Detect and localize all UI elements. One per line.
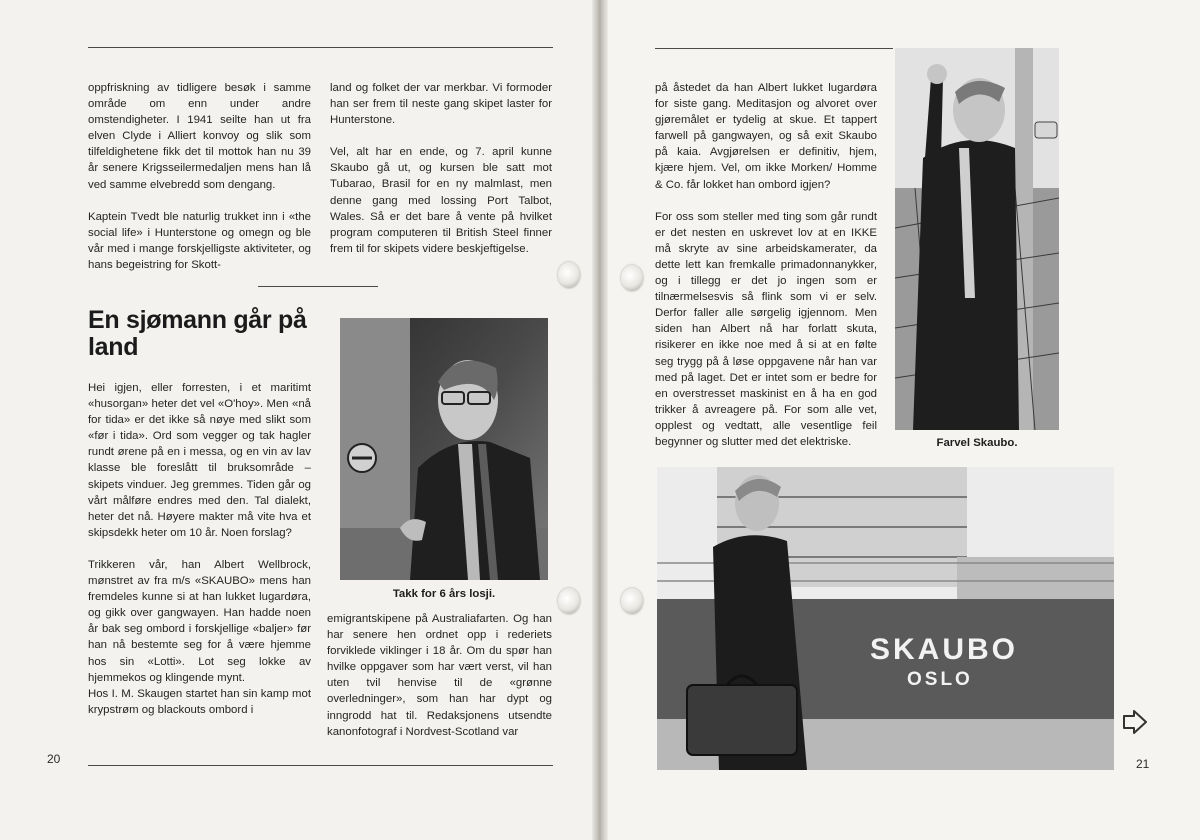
paragraph: Kaptein Tvedt ble naturlig trukket inn i «the social life» i Hunterstone og omegn og ble vår med i mange forskjelligste aktiviteter, og hans begeistring for Skott-: [88, 210, 311, 271]
column-2-top: [330, 80, 552, 257]
ship-photo: [657, 467, 1114, 770]
page-number-right: 21: [1136, 757, 1150, 771]
portrait-photo: [340, 318, 548, 580]
binding-gutter: [592, 0, 608, 840]
article-column-1: [88, 380, 311, 718]
binder-hole: [558, 588, 580, 614]
farewell-caption: Farvel Skaubo.: [936, 437, 1018, 449]
paragraph: Hei igjen, eller forresten, i et maritimt «husorgan» heter det vel «O'hoy». Men «nå for tida» er det ikke så nøye med slikt som «før i tida». Ord som vegger og tak hagler rundt ørene på en i messa, og en vin av lav klasse ble foreslått til bruksområde – skipets vinduer. Jeg gremmes. Tiden går og vårt målføre endres med den. Tal dialekt, heter det nå. Høyere makter må vite hva et skipsdekk heter om 10 år. Noen forslag?: [88, 382, 311, 539]
page-number-left: 20: [47, 752, 61, 766]
binder-hole: [621, 588, 643, 614]
paragraph: emigrantskipene på Australiafarten. Og han har senere hen ordnet opp i rederiets forviklede viklinger i 18 år. Om du spør han hvilke oppgaver som har vært verst, vil han uten tvil henvise til de «grønne overledninger», som han har dypt og inngrodd hat til. Redaksjonens utsendte kanonfotograf i Nordvest-Scotland var: [327, 613, 552, 738]
paragraph: land og folket der var merkbar. Vi formoder han ser frem til neste gang skipet laster for Hunterstone.: [330, 82, 552, 127]
paragraph: oppfriskning av tidligere besøk i samme område om enn under andre omstendigheter. I 1941 seilte han ut fra elven Clyde i Alliert konvoy og slik som tilfeldighetene fikk det til mottok han nu 39 år senere Krigsseilermedaljen mens han lå ved samme elvebredd som dengang.: [88, 82, 311, 191]
top-rule-right: [655, 48, 893, 49]
paragraph: Trikkeren vår, han Albert Wellbrock, mønstret av fra m/s «SKAUBO» mens han fremdeles kunne si at han lukket lugardøra, og gikk over gangwayen. Han hadde noen år bak seg ombord i forskjellige «baljer» før han nå bestemte seg for å være hjemme hos sin «Lotti». Lot seg lokke av hjemmekos og klingende mynt.: [88, 558, 311, 684]
paragraph: Vel, alt har en ende, og 7. april kunne Skaubo gå ut, og kursen ble satt mot Tubarao, Brasil for en ny malmlast, men denne gang med lossing Port Talbot, Wales. Så er det bare å vente på hvilket program computeren til British Steel finner frem til for skipets videre beskjeftigelse.: [330, 146, 552, 255]
section-divider: [258, 286, 378, 287]
paragraph: For oss som steller med ting som går rundt er det nesten en uskrevet lov at en IKKE må skryte av sine arbeidskamerater, da dette lett kan fremkalle primadonnanykker, og i tillegg er det jo ingen som er tilnærmelsesvis så flink som vi er selv. Derfor faller alle sørgelig igjennom. Men siden han Albert nå har forlatt skuta, risikerer en ikke noe med å si at en følte seg trygg på å løse oppgavene når han var med på laget. Det er intet som er bedre for en overstresset maskinist en å ha en god trikker å avreagere på. For som alle vet, opplest og vedtatt, alle vesentlige feil begynner og slutter med det elektriske.: [655, 210, 877, 448]
top-rule-left: [88, 47, 553, 48]
farewell-photo: [895, 48, 1059, 430]
right-column: [655, 80, 877, 450]
article-column-2: [327, 611, 552, 740]
column-1-top: [88, 80, 311, 273]
portrait-caption: Takk for 6 års losji.: [392, 588, 496, 600]
bottom-rule-left: [88, 765, 553, 766]
paragraph: på åstedet da han Albert lukket lugardøra for siste gang. Meditasjon og alvoret over gjøremålet er tydelig at skue. Et tappert farwell på gangwayen, og så exit Skaubo på kaia. Avgjørelsen er definitiv, hjem, kjære hjem. Vel, om ikke Morken/ Homme & Co. får lokket han ombord igjen?: [655, 82, 877, 191]
binder-hole: [621, 265, 643, 291]
ship-name-text: SKAUBO: [870, 633, 1019, 666]
binder-hole: [558, 262, 580, 288]
paragraph: Hos I. M. Skaugen startet han sin kamp mot krypstrøm og blackouts ombord i: [88, 687, 311, 716]
article-headline: En sjømann går på land: [88, 306, 307, 361]
ship-port-text: OSLO: [907, 669, 973, 690]
continue-arrow-icon: [1120, 708, 1150, 736]
